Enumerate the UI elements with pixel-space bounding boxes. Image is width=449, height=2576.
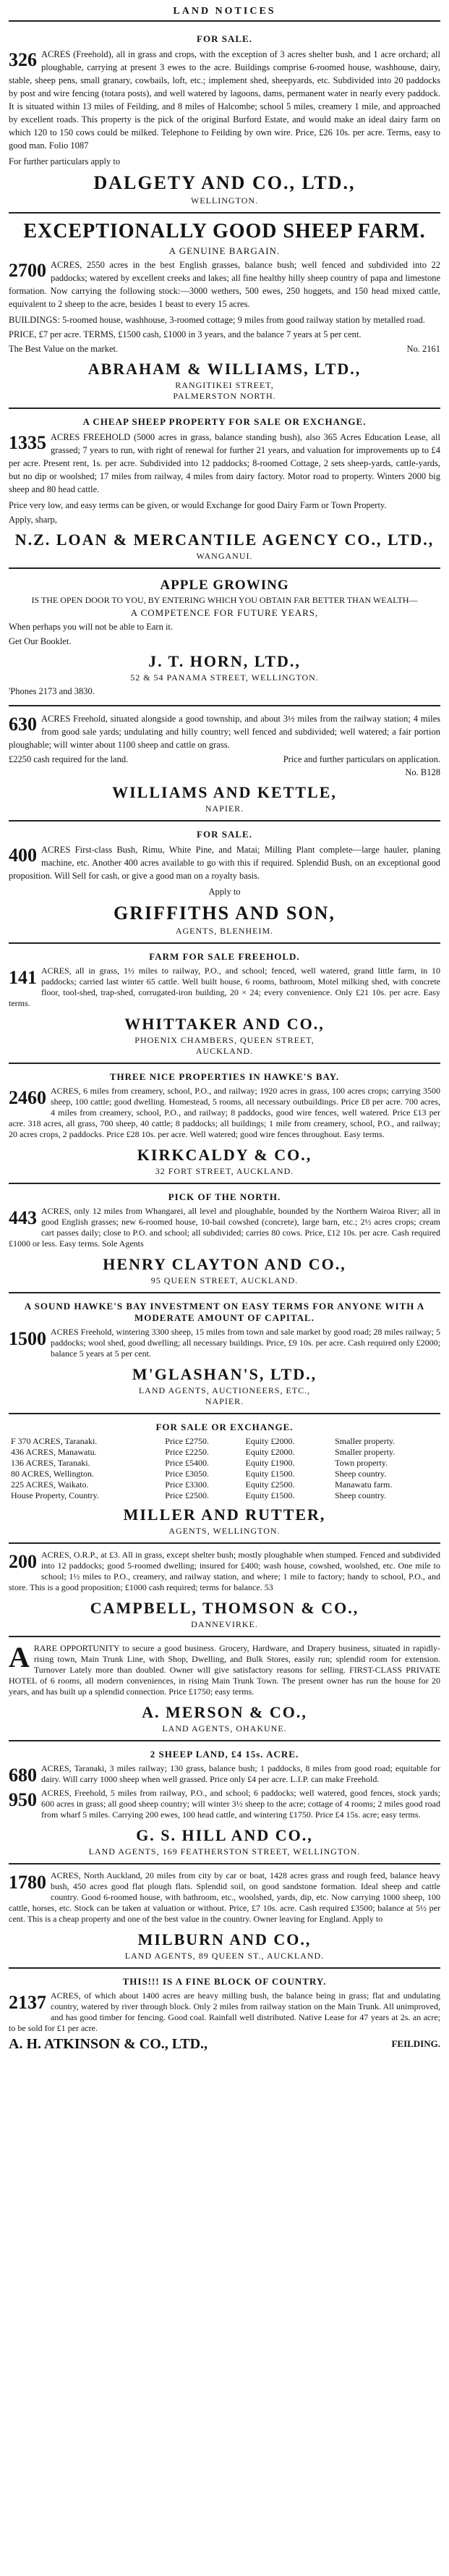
firm-name: M'GLASHAN'S, LTD., (132, 1365, 317, 1383)
ad-mglashans (9, 1293, 440, 1414)
firm-address: FEILDING. (391, 2038, 440, 2049)
firm-name: ABRAHAM & WILLIAMS, LTD., (87, 360, 362, 378)
ad-dalgety (9, 26, 440, 214)
ad-heading: FOR SALE OR EXCHANGE. (155, 1422, 294, 1432)
firm-address: NAPIER. (205, 803, 244, 814)
firm-address: LAND AGENTS, 169 FEATHERSTON STREET, WELLINGTON. (88, 1846, 361, 1857)
ad-body: ACRES, Freehold, 5 miles from railway, P.O., and school; 6 paddocks; well watered, good fences, stock yards; 600 acres in grass; all good sheep country; will winter 3½ sheep to the acre; cottage of 4 rooms; 2 miles good road from wharf 5 miles. Carrying 200 ewes, 100 head cattle, and wintering £1750. Price £4 15s. acre; easy terms. (41, 1788, 440, 1820)
ad-henry-clayton (9, 1184, 440, 1293)
ad-atkinson (9, 1969, 440, 2058)
firm-name: WILLIAMS AND KETTLE, (112, 783, 337, 801)
ad-williams-kettle (9, 706, 440, 822)
ad-heading: FOR SALE. (197, 33, 252, 44)
firm-address-street: RANGITIKEI STREET, (175, 380, 274, 390)
acreage-number: 1335 (9, 432, 46, 453)
ad-heading: A SOUND HAWKE'S BAY INVESTMENT ON EASY TERMS FOR ANYONE WITH A MODERATE AMOUNT OF CAPITAL. (24, 1301, 425, 1323)
note-line: The Best Value on the market. (9, 344, 119, 354)
ad-body: ACRES, 2550 acres in the best English grasses, balance bush; well fenced and subdivided into 22 paddocks; watered by excellent creeks and lakes; all fine healthy hilly sheep country of papa and limestone formation. Now carrying the following stock:—3000 wethers, 500 ewes, 250 hoggets, and 150 head mixed cattle, equivalent to 2 sheep to the acre, besides 1 beast to every 15 acres. (9, 260, 440, 309)
ad-miller-rutter (9, 1414, 440, 1544)
acreage-number: 443 (9, 1207, 37, 1228)
table-row: 436 ACRES, Manawatu. Price £2250. Equity £2000. Smaller property. (11, 1447, 395, 1457)
acreage-number: 141 (9, 967, 37, 988)
firm-name: A. H. ATKINSON & CO., LTD., (9, 2036, 208, 2052)
terms-line: Price and further particulars on application. (283, 754, 440, 764)
ad-milburn (9, 1865, 440, 1969)
firm-address-line: LAND AGENTS, AUCTIONEERS, ETC., (138, 1385, 311, 1395)
folio-number: No. B128 (405, 767, 440, 777)
firm-address-town: PALMERSTON NORTH. (173, 391, 276, 401)
apply-line: Apply to (208, 887, 241, 897)
acreage-number: 680 (9, 1765, 37, 1786)
ad-body: ACRES, O.R.P., at £3. All in grass, except shelter bush; mostly ploughable when stumped. Fenced and subdivided into 12 paddocks; good 5-roomed dwelling; insured for £400; wash house, cowshed, woolshed, etc. One mile to school; 1½ miles to P.O., creamery, and railway station, and where; 1 mile to factory; handy to school, P.O., and store. This is a good proposition; £1000 cash required; terms for balance. (9, 1550, 440, 1592)
acreage-number: 630 (9, 714, 37, 735)
firm-address: LAND AGENTS, 89 QUEEN ST., AUCKLAND. (124, 1951, 325, 1961)
ad-body: ACRES Freehold, wintering 3300 sheep, 15 miles from town and sale market by good road; 28 miles railway; 5 paddocks; wool shed, good dwelling; all necessary buildings. Price, £9 10s. per acre. Cash required only £2000; balance 5 years at 5 per cent. (51, 1327, 440, 1359)
firm-name: J. T. HORN, LTD., (148, 652, 301, 670)
ad-campbell-thomson (9, 1544, 440, 1637)
drop-cap: A (9, 1641, 30, 1673)
folio-number: 53 (264, 1582, 273, 1592)
cash-line: £2250 cash required for the land. (9, 754, 129, 764)
phone-line: 'Phones 2173 and 3830. (9, 686, 95, 696)
ad-body: ACRES, of which about 1400 acres are heavy milling bush, the balance being in grass; flat and undulating country, watered by river through block. Only 2 miles from railway station on the Main Trunk. All unimproved, and has good timber for fencing. Good coal. Rainfall well distributed. Native Lease for 47 years at 2s. an acre; to be sold for £1 per acre. (9, 1990, 440, 2033)
firm-name: WHITTAKER AND CO., (124, 1015, 325, 1033)
ad-body: ACRES, North Auckland, 20 miles from city by car or boat, 1428 acres grass and rough feed, balance heavy bush, 450 acres good flat plough flats. Splendid soil, on good sandstone formation. Ideal sheep and cattle country. Good 6-roomed house, with bathroom, etc., woolshed, yards, dip, etc. Now carrying 1000 sheep, 100 cattle, horses, etc. Stock can be taken at valuation or without. Price, £7 10s. acre. Cash required £3500; balance at 5½ per cent. This is a cheap property and one of the best value in the country. Owner leaving for England. Apply to (9, 1870, 440, 1924)
firm-address: AGENTS, BLENHEIM. (175, 926, 274, 936)
firm-address-town: AUCKLAND. (195, 1046, 254, 1056)
firm-address: 95 QUEEN STREET, AUCKLAND. (150, 1275, 299, 1285)
acreage-number: 2700 (9, 260, 46, 281)
buildings-line: BUILDINGS: 5-roomed house, washhouse, 3-roomed cottage; 9 miles from good railway station by metalled road. (9, 315, 425, 325)
ad-line-1: IS THE OPEN DOOR TO YOU, BY ENTERING WHICH YOU OBTAIN FAR BETTER THAN WEALTH— (31, 595, 418, 605)
firm-name: MILLER AND RUTTER, (123, 1506, 326, 1524)
firm-name: GRIFFITHS AND SON, (114, 903, 335, 924)
contact-line: For further particulars apply to (9, 156, 121, 166)
terms-line: Price very low, and easy terms can be given, or would Exchange for good Dairy Farm or Town Property. (9, 500, 387, 510)
ad-heading: EXCEPTIONALLY GOOD SHEEP FARM. (23, 220, 426, 242)
table-row: 80 ACRES, Wellington. Price £3050. Equity £1500. Sheep country. (11, 1469, 387, 1479)
ad-body: ACRES (Freehold), all in grass and crops, with the exception of 3 acres shelter bush, and 1 acre orchard; all ploughable, carrying at present 3 ewes to the acre. Buildings comprise 6-roomed house, washhouse, dairy, stable, sheep pens, small granary, cowbails, loft, etc.; implement shed, sheepyards, etc. Subdivided into 20 paddocks by post and wire fencing (totara posts), and well watered by lagoons, dams, permanent water in nearly every paddock. It is situated within 13 miles of Feilding, and 8 miles of Halcombe; school 5 miles, creamery 1 mile, and approached by excellent roads. This property is the pick of the original Burford Estate, and would make an ideal dairy farm on which 120 to 150 cows could be milked. Telephone to Feilding by own wire. Price, £26 10s. per acre. Terms, easy to good man. (9, 49, 440, 151)
acreage-number: 1500 (9, 1328, 46, 1349)
ad-heading: FARM FOR SALE FREEHOLD. (149, 951, 300, 962)
ad-kirkcaldy (9, 1064, 440, 1184)
ad-heading: A CHEAP SHEEP PROPERTY FOR SALE OR EXCHANGE. (82, 416, 367, 427)
ad-body: ACRES, Taranaki, 3 miles railway; 130 grass, balance bush; 1 paddocks, 8 miles from good road; equitable for dairy. Will carry 1000 sheep when well grassed. Price only £4 per acre. L.I.P. can make Freehold. (41, 1763, 440, 1784)
folio-number: Folio 1087 (48, 140, 89, 151)
property-table (9, 1436, 440, 1501)
acreage-number: 950 (9, 1789, 37, 1810)
ad-line-3: When perhaps you will not be able to Earn it. (9, 622, 174, 632)
firm-address: 32 FORT STREET, AUCKLAND. (155, 1166, 294, 1176)
firm-name: CAMPBELL, THOMSON & CO., (90, 1599, 359, 1617)
firm-address-street: PHOENIX CHAMBERS, QUEEN STREET, (134, 1035, 315, 1045)
folio-number: No. 2161 (406, 344, 440, 354)
ad-merson (9, 1637, 440, 1741)
acreage-number: 2460 (9, 1087, 46, 1108)
ad-body: ACRES Freehold, situated alongside a good township, and about 3½ miles from the railway station; 4 miles from good sale yards; undulating and hilly country; well fenced and subdivided; well watered; a fair portion ploughable; will winter about 1100 sheep and cattle on grass. (9, 714, 440, 750)
firm-address: WANGANUI. (196, 551, 253, 561)
acreage-number: 1780 (9, 1872, 46, 1893)
firm-name: DALGETY AND CO., LTD., (93, 172, 356, 193)
firm-name: G. S. HILL AND CO., (136, 1826, 313, 1844)
acreage-number: 400 (9, 845, 37, 866)
firm-address-town: NAPIER. (205, 1396, 244, 1406)
ad-abraham-williams (9, 214, 440, 409)
ad-heading: THREE NICE PROPERTIES IN HAWKE'S BAY. (109, 1071, 340, 1082)
firm-name: A. MERSON & CO., (142, 1703, 307, 1721)
ad-heading: FOR SALE. (197, 829, 252, 840)
firm-name: N.Z. LOAN & MERCANTILE AGENCY CO., LTD., (14, 531, 435, 549)
acreage-number: 200 (9, 1551, 37, 1572)
firm-name: HENRY CLAYTON AND CO., (103, 1255, 346, 1273)
firm-name: MILBURN AND CO., (137, 1930, 312, 1948)
ad-heading: 2 SHEEP LAND, £4 15s. ACRE. (150, 1749, 299, 1760)
ad-body: ACRES First-class Bush, Rimu, White Pine, and Matai; Milling Plant complete—large hauler, planing machine, etc. Another 400 acres available to go with this if required. Splendid Bush, on an exceptional good proposition. Will Sell for cash, or give a good man on a royalty basis. (9, 845, 440, 881)
ad-body: ACRES, 6 miles from creamery, school, P.O., and railway; 1920 acres in grass, 100 acres crops; carrying 3500 sheep, 100 cattle; good dwelling. Homestead, 5 rooms, all necessary outbuildings. Price £8 per acre. 700 acres, 4 miles from creamery, school, P.O., and railway; 8 paddocks, good wire fences, well watered. Price £13 per acre. 318 acres, all grass, 700 sheep, 40 cattle; 8 paddocks; all buildings; 1 mile from creamery, school, P.O., and railway; 20 acres crops, 2 paddocks. Price £28 10s. per acre. Well watered; good wire fences throughout. Easy terms. (9, 1086, 440, 1139)
ad-body: RARE OPPORTUNITY to secure a good business. Grocery, Hardware, and Drapery business, situated in rapidly-rising town, Main Trunk Line, with Shop, Dwelling, and Bulk Stores, easily run; splendid room for extension. Turnover Lately more than doubled. Owner will give satisfactory reasons for selling. FIRST-CLASS PRIVATE HOTEL of 6 rooms, all modern conveniences, in rising Main Trunk Town. The present owner has run the house for 20 years, and has built up a splendid connection. Price £1750; easy terms. (9, 1643, 440, 1697)
ad-body: ACRES FREEHOLD (5000 acres in grass, balance standing bush), also 365 Acres Education Lease, all grassed; 7 years to run, with right of renewal for further 21 years, and valuation for improvements up to £4 per acre. Present rent, 1s. per acre. Subdivided into 12 paddocks; 8-roomed Cottage, 2 sets sheep-yards, cattle-yards, but no dip or woolshed; 17 miles from railway, 4 miles from dairy factory. Motor road to property. Winters 2000 big sheep and 80 head cattle. (9, 432, 440, 494)
table-row: F 370 ACRES, Taranaki. Price £2750. Equity £2000. Smaller property. (11, 1436, 395, 1446)
firm-name: KIRKCALDY & CO., (137, 1146, 312, 1164)
firm-address: AGENTS, WELLINGTON. (168, 1526, 281, 1536)
page-masthead: LAND NOTICES (9, 4, 440, 22)
table-row: 225 ACRES, Waikato. Price £3300. Equity £2500. Manawatu farm. (11, 1479, 393, 1490)
ad-heading: APPLE GROWING (160, 578, 289, 593)
ad-nz-loan (9, 409, 440, 569)
firm-address: DANNEVIRKE. (191, 1619, 258, 1629)
firm-address: WELLINGTON. (190, 195, 259, 206)
ad-griffiths (9, 822, 440, 944)
ad-heading: THIS!!! IS A FINE BLOCK OF COUNTRY. (122, 1976, 327, 1987)
acreage-number: 2137 (9, 1992, 46, 2013)
table-row: 136 ACRES, Taranaki. Price £5400. Equity £1900. Town property. (11, 1458, 388, 1468)
firm-address: LAND AGENTS, OHAKUNE. (162, 1723, 287, 1733)
ad-jt-horn (9, 569, 440, 706)
ad-gs-hill (9, 1741, 440, 1865)
ad-line-4: Get Our Booklet. (9, 636, 72, 646)
table-row: House Property, Country. Price £2500. Equity £1500. Sheep country. (11, 1490, 387, 1500)
ad-body: ACRES, only 12 miles from Whangarei, all level and ploughable, bounded by the Northern Wairoa River; all in good English grasses; new 6-roomed house, 10-bail cowshed (concrete), large barn, etc.; 2½ acres crops; cream cart passes daily; close to P.O. and school; all subdivided; carries 80 cows. Price, £12 10s. per acre. Cash required £1000 or less. Easy terms. Sole Agents (9, 1206, 440, 1249)
firm-address: 52 & 54 PANAMA STREET, WELLINGTON. (130, 672, 319, 683)
ad-whittaker (9, 944, 440, 1064)
acreage-number: 326 (9, 49, 37, 70)
ad-heading: PICK OF THE NORTH. (168, 1191, 281, 1202)
apply-line: Apply, sharp, (9, 515, 57, 525)
ad-subheading: A GENUINE BARGAIN. (168, 245, 281, 256)
ad-body: ACRES, all in grass, 1½ miles to railway, P.O., and school; fenced, well watered, grand little farm, in 10 paddocks; carried last winter 65 cattle. Well built house, 6 rooms, bathroom, Motel milking shed, with concrete floor, tool-shed, trap-shed, corrugated-iron building, 20 × 24; every convenience. Only £21 10s. per acre. Easy terms. (9, 966, 440, 1008)
ad-line-2: A COMPETENCE FOR FUTURE YEARS, (130, 607, 319, 618)
price-line: PRICE, £7 per acre. TERMS, £1500 cash, £1000 in 3 years, and the balance 7 years at 5 per cent. (9, 329, 362, 339)
